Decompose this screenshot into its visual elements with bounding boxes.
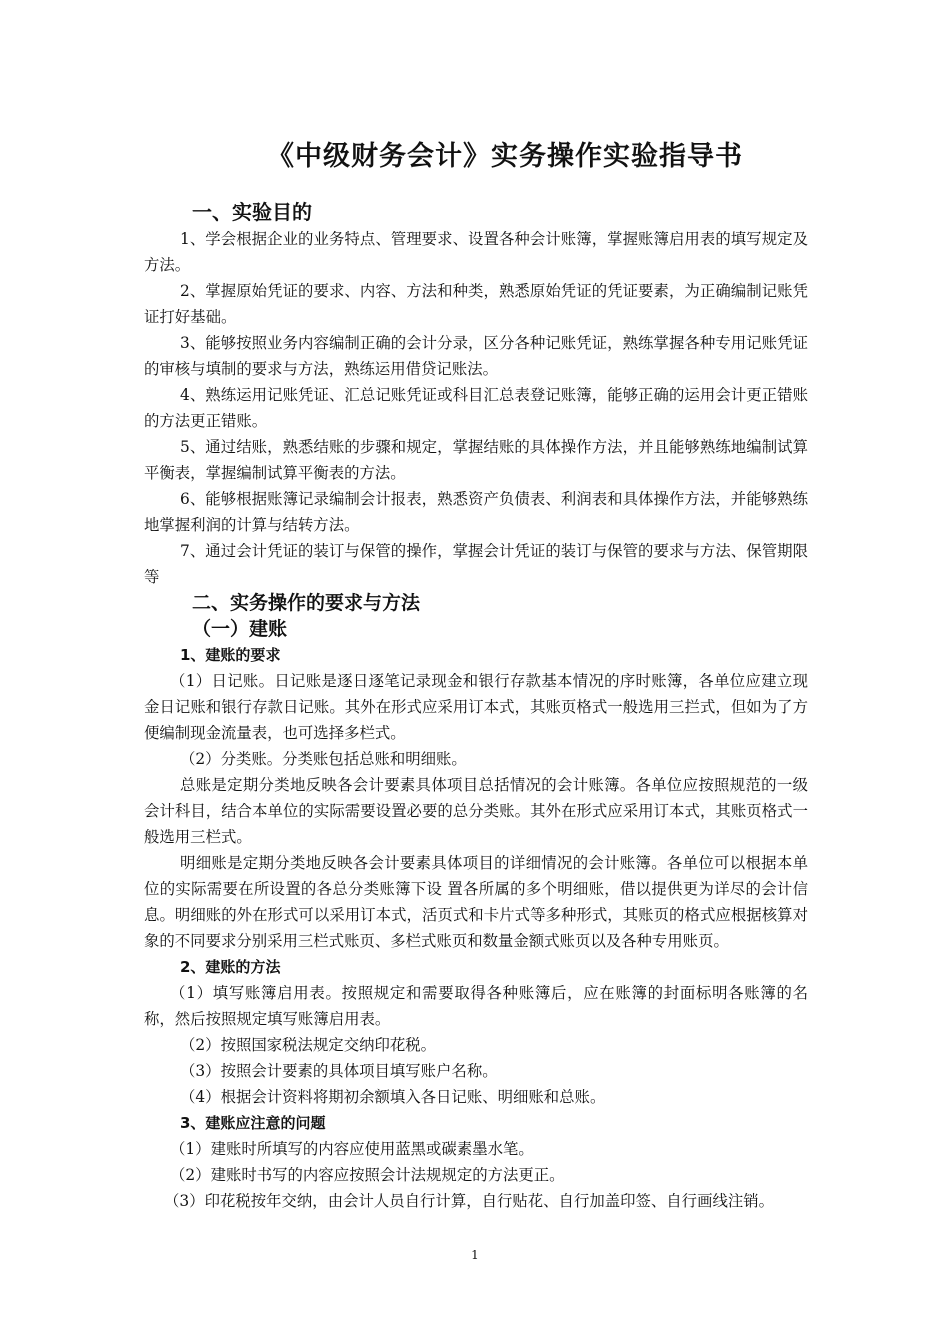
setup-method-3: （3）按照会计要素的具体项目填写账户名称。 [180, 1062, 498, 1080]
purpose-item-4: 4、熟练运用记账凭证、汇总记账凭证或科目汇总表登记账簿，能够正确的运用会计更正错账的方法更正错账。 [144, 386, 808, 430]
setup-requirement-ledger: （2）分类账。分类账包括总账和明细账。 [180, 750, 467, 768]
setup-requirement-subsidiary-ledger: 明细账是定期分类地反映各会计要素具体项目的详细情况的会计账簿。各单位可以根据本单位的实际需要在所设置的各总分类账簿下设 置各所属的多个明细账，借以提供更为详尽的会计信息。明细账的外在形式可以采用订本式，活页式和卡片式等多种形式，其账页的格式应根据核算对象的不同要求分别采用三栏式账页、多栏式账页和数量金额式账页以及各种专用账页。 [144, 854, 808, 950]
purpose-item-2: 2、掌握原始凭证的要求、内容、方法和种类，熟悉原始凭证的凭证要素，为正确编制记账凭证打好基础。 [144, 282, 808, 326]
subsection-heading-setup-accounts: （一）建账 [192, 618, 288, 640]
purpose-item-1: 1、学会根据企业的业务特点、管理要求、设置各种会计账簿，掌握账簿启用表的填写规定及方法。 [144, 230, 808, 274]
part-heading-setup-requirements: 1、建账的要求 [180, 646, 281, 664]
purpose-item-3: 3、能够按照业务内容编制正确的会计分录，区分各种记账凭证，熟练掌握各种专用记账凭证的审核与填制的要求与方法，熟练运用借贷记账法。 [144, 334, 808, 378]
section-heading-requirements-methods: 二、实务操作的要求与方法 [192, 592, 421, 614]
setup-method-4: （4）根据会计资料将期初余额填入各日记账、明细账和总账。 [180, 1088, 606, 1106]
document-body [144, 198, 808, 1214]
setup-note-2: （2）建账时书写的内容应按照会计法规规定的方法更正。 [170, 1166, 565, 1184]
setup-method-1: （1）填写账簿启用表。按照规定和需要取得各种账簿后，应在账簿的封面标明各账簿的名称，然后按照规定填写账簿启用表。 [144, 984, 808, 1028]
setup-requirement-general-ledger: 总账是定期分类地反映各会计要素具体项目总括情况的会计账簿。各单位应按照规范的一级会计科目，结合本单位的实际需要设置必要的总分类账。其外在形式应采用订本式，其账页格式一般选用三栏式。 [144, 776, 808, 846]
setup-method-2: （2）按照国家税法规定交纳印花税。 [180, 1036, 437, 1054]
purpose-item-5: 5、通过结账，熟悉结账的步骤和规定，掌握结账的具体操作方法，并且能够熟练地编制试算平衡表，掌握编制试算平衡表的方法。 [144, 438, 808, 482]
document-title: 《中级财务会计》实务操作实验指导书 [267, 141, 743, 172]
section-heading-experiment-purpose: 一、实验目的 [192, 200, 312, 224]
part-heading-setup-methods: 2、建账的方法 [180, 958, 281, 976]
part-heading-setup-notes: 3、建账应注意的问题 [180, 1114, 326, 1132]
purpose-item-6: 6、能够根据账簿记录编制会计报表，熟悉资产负债表、利润表和具体操作方法，并能够熟练地掌握利润的计算与结转方法。 [144, 490, 808, 534]
setup-note-3: （3）印花税按年交纳，由会计人员自行计算，自行贴花、自行加盖印签、自行画线注销。 [164, 1192, 775, 1210]
purpose-item-7: 7、通过会计凭证的装订与保管的操作，掌握会计凭证的装订与保管的要求与方法、保管期限等 [144, 542, 808, 586]
setup-requirement-journal: （1）日记账。日记账是逐日逐笔记录现金和银行存款基本情况的序时账簿，各单位应建立现金日记账和银行存款日记账。其外在形式应采用订本式，其账页格式一般选用三拦式，但如为了方便编制现金流量表，也可选择多栏式。 [144, 672, 808, 742]
setup-note-1: （1）建账时所填写的内容应使用蓝黑或碳素墨水笔。 [170, 1140, 534, 1158]
page-number: 1 [471, 1248, 479, 1262]
